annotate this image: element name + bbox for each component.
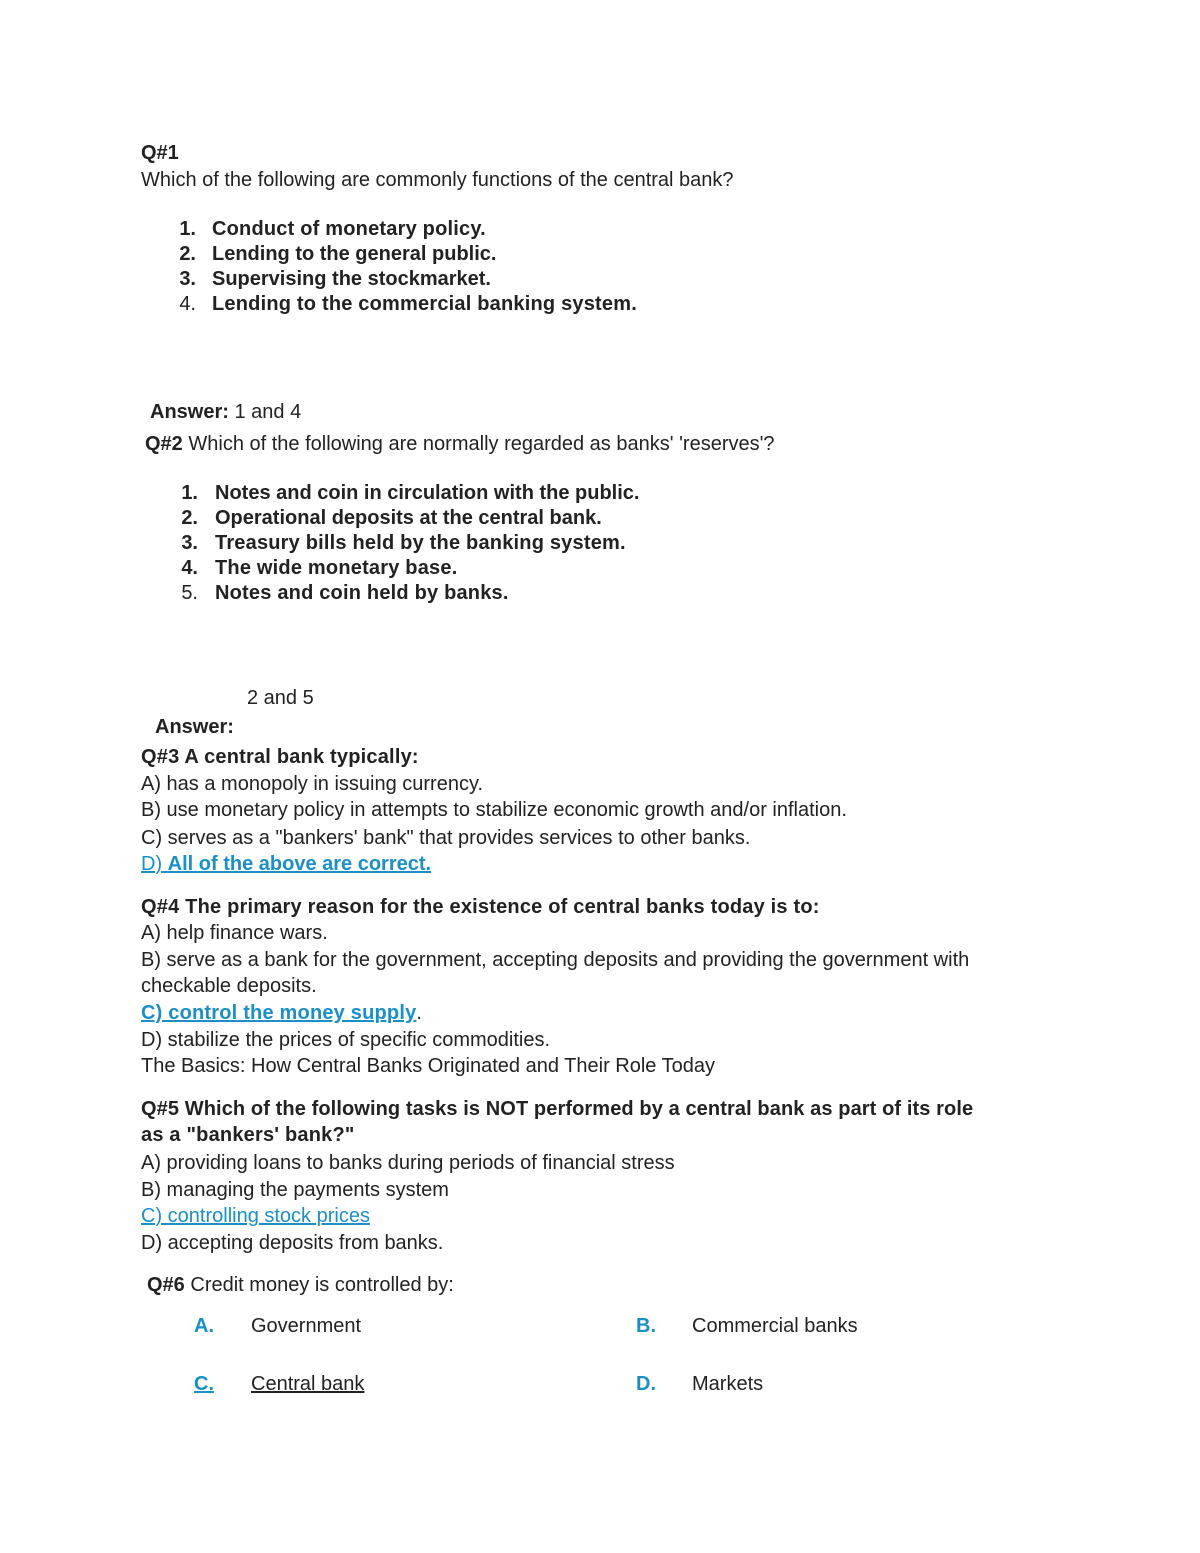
q6-option-letter: A. bbox=[194, 1315, 214, 1337]
q2-item: Operational deposits at the central bank. bbox=[215, 507, 602, 529]
q5-option-a: A) providing loans to banks during periods of financial stress bbox=[141, 1152, 675, 1174]
q4-correct-option bbox=[141, 1000, 422, 1026]
q2-answer-label: Answer: bbox=[155, 716, 234, 738]
q1-item-number: 2. bbox=[179, 243, 196, 265]
q2-item-number: 1. bbox=[181, 482, 198, 504]
q2-item: Treasury bills held by the banking system. bbox=[215, 532, 626, 554]
q1-answer-label: Answer: bbox=[150, 401, 229, 423]
q6-correct-option-letter: C. bbox=[194, 1373, 214, 1395]
q6-option-text: Markets bbox=[692, 1373, 764, 1395]
q2-heading bbox=[145, 431, 775, 457]
q6-option-text: Government bbox=[251, 1315, 362, 1337]
q1-item: Supervising the stockmarket. bbox=[212, 268, 491, 290]
q3-correct-text: All of the above are correct. bbox=[167, 853, 432, 875]
q4-correct-suffix: . bbox=[416, 1002, 422, 1024]
q5-correct-option: C) controlling stock prices bbox=[141, 1205, 370, 1227]
q2-item: Notes and coin in circulation with the public. bbox=[215, 482, 640, 504]
q2-item-number: 2. bbox=[181, 507, 198, 529]
q5-title: Q#5 Which of the following tasks is NOT performed by a central bank as part of its role bbox=[141, 1098, 974, 1120]
q2-item-number: 4. bbox=[181, 557, 198, 579]
q1-item-number: 3. bbox=[179, 268, 196, 290]
q4-option-b-continued: checkable deposits. bbox=[141, 975, 317, 997]
q5-option-d: D) accepting deposits from banks. bbox=[141, 1232, 444, 1254]
q3-correct-option bbox=[141, 851, 431, 877]
q1-answer bbox=[150, 399, 301, 425]
q2-item: Notes and coin held by banks. bbox=[215, 582, 509, 604]
q1-item: Lending to the general public. bbox=[212, 243, 497, 265]
q4-title: Q#4 The primary reason for the existence of central banks today is to: bbox=[141, 896, 820, 918]
q2-question: Which of the following are normally regarded as banks' 'reserves'? bbox=[188, 433, 775, 455]
q4-option-b: B) serve as a bank for the government, accepting deposits and providing the government with bbox=[141, 949, 970, 971]
q2-item-number: 5. bbox=[181, 582, 198, 604]
q5-option-b: B) managing the payments system bbox=[141, 1179, 449, 1201]
q1-item: Conduct of monetary policy. bbox=[212, 218, 486, 240]
q6-question: Credit money is controlled by: bbox=[190, 1274, 454, 1296]
q3-option-a: A) has a monopoly in issuing currency. bbox=[141, 773, 484, 795]
q6-correct-option-text: Central bank bbox=[251, 1373, 365, 1395]
q2-item-number: 3. bbox=[181, 532, 198, 554]
q2-item: The wide monetary base. bbox=[215, 557, 458, 579]
q4-source: The Basics: How Central Banks Originated and Their Role Today bbox=[141, 1055, 715, 1077]
q3-title: Q#3 A central bank typically: bbox=[141, 746, 419, 768]
q6-option-letter: B. bbox=[636, 1315, 656, 1337]
q5-title-continued: as a "bankers' bank?" bbox=[141, 1124, 355, 1146]
q6-option-text: Commercial banks bbox=[692, 1315, 858, 1337]
q2-answer-value: 2 and 5 bbox=[247, 687, 314, 709]
q6-number: Q#6 bbox=[147, 1274, 185, 1296]
q3-option-c: C) serves as a "bankers' bank" that provides services to other banks. bbox=[141, 827, 751, 849]
q2-number: Q#2 bbox=[145, 433, 183, 455]
q1-number: Q#1 bbox=[141, 142, 179, 164]
q1-item: Lending to the commercial banking system. bbox=[212, 293, 637, 315]
q4-option-d: D) stabilize the prices of specific commodities. bbox=[141, 1029, 551, 1051]
q6-heading bbox=[147, 1272, 454, 1298]
q6-option-letter: D. bbox=[636, 1373, 656, 1395]
q3-correct-letter: D) bbox=[141, 853, 163, 875]
q4-correct-text: C) control the money supply bbox=[141, 1002, 417, 1024]
q1-answer-value: 1 and 4 bbox=[234, 401, 302, 423]
q3-option-b: B) use monetary policy in attempts to stabilize economic growth and/or inflation. bbox=[141, 799, 847, 821]
q1-question: Which of the following are commonly functions of the central bank? bbox=[141, 169, 734, 191]
q1-item-number: 1. bbox=[179, 218, 196, 240]
q4-option-a: A) help finance wars. bbox=[141, 922, 328, 944]
q1-item-number: 4. bbox=[179, 293, 196, 315]
